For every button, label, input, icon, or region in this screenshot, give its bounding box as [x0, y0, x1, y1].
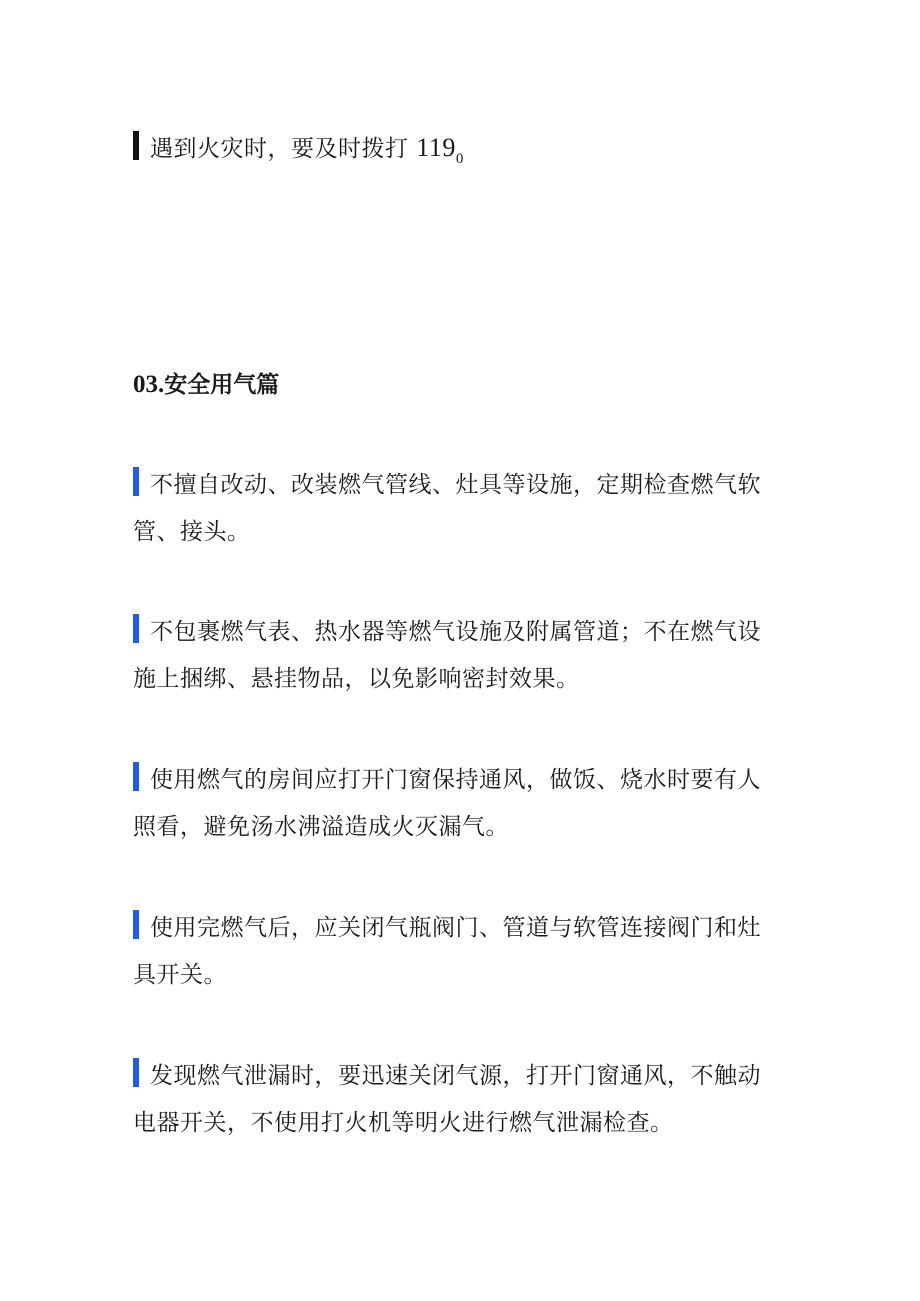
- safety-item-text: 不包裹燃气表、热水器等燃气设施及附属管道；不在燃气设施上捆绑、悬挂物品，以免影响密封效果。: [133, 619, 761, 692]
- bullet-marker: [133, 910, 139, 939]
- safety-item: [133, 905, 783, 999]
- bullet-marker: [133, 467, 139, 496]
- bullet-marker: [133, 614, 139, 643]
- bullet-marker: [133, 131, 139, 160]
- safety-item-text: 使用燃气的房间应打开门窗保持通风，做饭、烧水时要有人照看，避免汤水沸溢造成火灭漏气。: [133, 767, 761, 840]
- safety-item: [133, 757, 783, 851]
- section-heading: [133, 365, 279, 405]
- fire-tip-paragraph: [133, 124, 783, 183]
- safety-item-text: 使用完燃气后，应关闭气瓶阀门、管道与软管连接阀门和灶具开关。: [133, 915, 761, 988]
- fire-number-subscript: 0: [455, 151, 464, 167]
- safety-item: [133, 609, 783, 703]
- safety-item: [133, 462, 783, 556]
- safety-item-text: 不擅自改动、改装燃气管线、灶具等设施，定期检查燃气软管、接头。: [133, 472, 761, 545]
- safety-item-text: 发现燃气泄漏时，要迅速关闭气源，打开门窗通风，不触动电器开关，不使用打火机等明火进行燃气泄漏检查。: [133, 1063, 761, 1136]
- bullet-marker: [133, 1058, 139, 1087]
- fire-number: 119: [416, 133, 456, 162]
- safety-item: [133, 1053, 783, 1147]
- bullet-marker: [133, 762, 139, 791]
- fire-tip-text: 遇到火灾时，要及时拨打: [150, 136, 409, 162]
- section-title: 安全用气篇: [164, 372, 280, 398]
- section-number: 03.: [133, 371, 165, 398]
